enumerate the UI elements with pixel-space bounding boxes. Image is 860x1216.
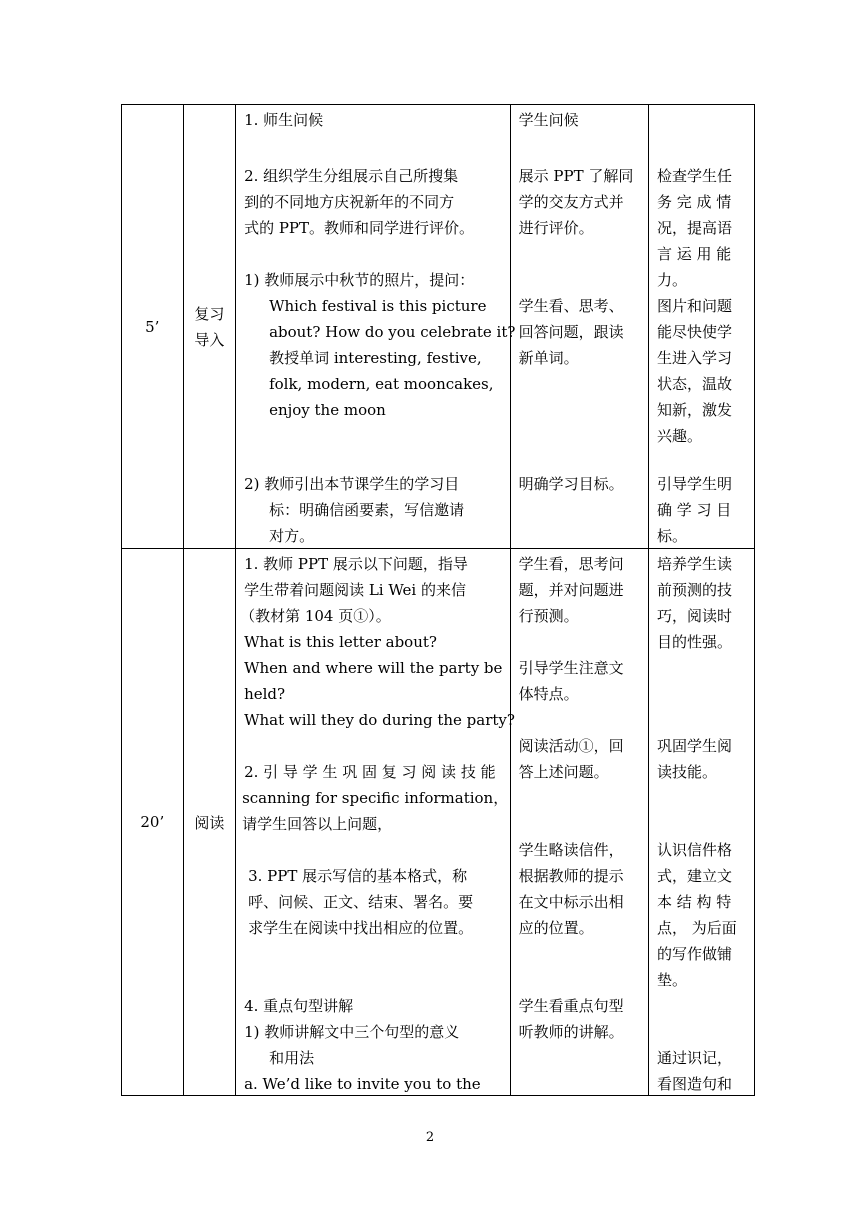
text-line: 言 运 用 能 — [656, 245, 732, 263]
text-line: 教授单词 interesting, festive, — [269, 349, 482, 367]
text-line: a. We’d like to invite you to the — [244, 1075, 481, 1093]
stage-label: 导入 — [194, 330, 225, 349]
table-row — [122, 549, 755, 1096]
text-line: 巧，阅读时 — [656, 607, 732, 625]
text-line: 标：明确信函要素，写信邀请 — [269, 501, 465, 519]
text-line: 图片和问题 — [656, 297, 732, 315]
text-line: 求学生在阅读中找出相应的位置。 — [248, 919, 474, 937]
time-value: 20’ — [140, 813, 165, 831]
text-line: 学生看重点句型 — [518, 997, 624, 1015]
text-line: What will they do during the party? — [244, 711, 515, 729]
text-line: 点， 为后面 — [656, 919, 737, 937]
purpose-cell — [648, 105, 754, 549]
text-line: 新单词。 — [518, 349, 579, 367]
text-line: 目的性强。 — [656, 633, 732, 651]
text-line: 引导学生注意文 — [518, 659, 624, 677]
text-line: 检查学生任 — [656, 167, 732, 185]
text-line: Which festival is this picture — [269, 297, 487, 315]
text-line: 对方。 — [269, 527, 315, 545]
text-line: 能尽快使学 — [656, 323, 732, 341]
purpose-cell — [648, 549, 754, 1096]
text-line: 在文中标示出相 — [518, 893, 624, 911]
text-line: 根据教师的提示 — [518, 867, 624, 885]
text-line: 培养学生读 — [656, 555, 732, 573]
stage-label: 阅读 — [194, 813, 225, 832]
text-line: 式的 PPT。教师和同学进行评价。 — [244, 219, 475, 237]
text-line: 状态，温故 — [656, 375, 732, 393]
text-line: 1) 教师讲解文中三个句型的意义 — [244, 1023, 460, 1041]
text-line: held? — [244, 685, 286, 703]
student-activity-cell — [510, 549, 648, 1096]
text-line: 答上述问题。 — [518, 763, 609, 781]
table-row — [122, 105, 755, 549]
text-line: 进行评价。 — [518, 219, 594, 237]
text-line: 到的不同地方庆祝新年的不同方 — [244, 193, 455, 211]
text-line: 1. 师生问候 — [244, 111, 324, 129]
text-line: 1. 教师 PPT 展示以下问题，指导 — [244, 555, 468, 573]
text-line: 前预测的技 — [656, 581, 732, 599]
stage-label: 复习 — [194, 304, 225, 323]
text-line: 式，建立文 — [656, 867, 732, 885]
text-line: 务 完 成 情 — [656, 193, 732, 211]
text-line: When and where will the party be — [244, 659, 503, 677]
text-line: 本 结 构 特 — [656, 893, 732, 911]
text-line: 阅读活动①，回 — [518, 737, 624, 755]
lesson-plan-table — [121, 104, 755, 1096]
text-line: 况，提高语 — [656, 219, 732, 237]
time-cell — [122, 105, 184, 549]
text-line: 通过识记， — [656, 1049, 732, 1067]
text-line: 巩固学生阅 — [656, 737, 732, 755]
text-line: 力。 — [656, 271, 687, 289]
text-line: 学的交友方式并 — [518, 193, 624, 211]
page-number: 2 — [425, 1130, 435, 1145]
text-line: 请学生回答以上问题， — [242, 815, 393, 833]
text-line: 和用法 — [269, 1049, 315, 1067]
text-line: 4. 重点句型讲解 — [244, 997, 354, 1015]
text-line: 的写作做铺 — [656, 945, 732, 963]
text-line: 读技能。 — [656, 763, 717, 781]
text-line: 学生问候 — [518, 111, 579, 129]
text-line: 明确学习目标。 — [518, 475, 624, 493]
text-line: 学生看、思考、 — [518, 297, 624, 315]
teacher-activity-cell — [236, 105, 516, 549]
text-line: 听教师的讲解。 — [518, 1023, 624, 1041]
text-line: 兴趣。 — [656, 427, 702, 445]
text-line: 1) 教师展示中秋节的照片，提问： — [244, 271, 475, 289]
text-line: 2. 引 导 学 生 巩 固 复 习 阅 读 技 能 — [244, 763, 496, 781]
text-line: folk, modern, eat mooncakes, — [269, 375, 494, 393]
text-line: 展示 PPT 了解同 — [518, 167, 634, 185]
text-line: 知新，激发 — [656, 401, 732, 419]
text-line: 行预测。 — [518, 607, 579, 625]
text-line: What is this letter about? — [244, 633, 437, 651]
text-line: （教材第 104 页①）。 — [240, 607, 391, 625]
text-line: about? How do you celebrate it? — [269, 323, 516, 341]
text-line: 垫。 — [656, 971, 687, 989]
text-line: 看图造句和 — [656, 1075, 732, 1093]
text-line: scanning for specific information， — [242, 789, 509, 807]
student-activity-cell — [510, 105, 648, 549]
stage-cell — [183, 105, 235, 549]
text-line: enjoy the moon — [269, 401, 386, 419]
text-line: 题，并对问题进 — [518, 581, 624, 599]
text-line: 呼、问候、正文、结束、署名。要 — [248, 893, 474, 911]
text-line: 学生带着问题阅读 Li Wei 的来信 — [244, 581, 466, 599]
text-line: 回答问题，跟读 — [518, 323, 624, 341]
text-line: 2) 教师引出本节课学生的学习目 — [244, 475, 460, 493]
text-line: 学生略读信件， — [518, 841, 624, 859]
text-line: 学生看，思考问 — [518, 555, 624, 573]
time-cell — [122, 549, 184, 1096]
text-line: 2. 组织学生分组展示自己所搜集 — [244, 167, 459, 185]
text-line: 标。 — [656, 527, 687, 545]
text-line: 引导学生明 — [656, 475, 732, 493]
text-line: 认识信件格 — [656, 841, 732, 859]
teacher-activity-cell — [236, 549, 515, 1096]
time-value: 5’ — [145, 317, 160, 336]
text-line: 确 学 习 目 — [656, 501, 732, 519]
stage-cell — [183, 549, 235, 1096]
text-line: 生进入学习 — [656, 349, 732, 367]
text-line: 体特点。 — [518, 685, 579, 703]
text-line: 应的位置。 — [518, 919, 594, 937]
text-line: 3. PPT 展示写信的基本格式，称 — [248, 867, 468, 885]
